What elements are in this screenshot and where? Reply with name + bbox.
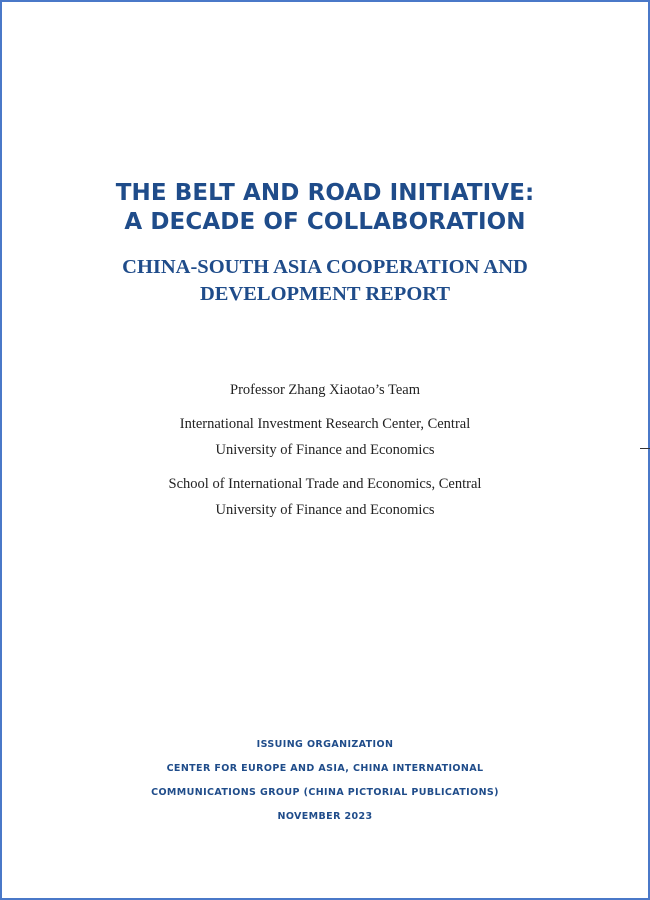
report-title-line-1: THE BELT AND ROAD INITIATIVE:: [115, 180, 535, 206]
author-team: Professor Zhang Xiaotao’s Team: [230, 382, 420, 398]
report-title-line-2: A DECADE OF COLLABORATION: [124, 209, 526, 235]
issuing-organization-label: ISSUING ORGANIZATION: [256, 739, 394, 750]
affiliation-2-line-2: University of Finance and Economics: [215, 502, 435, 518]
issuing-organization-name-line-2: COMMUNICATIONS GROUP (CHINA PICTORIAL PUBLICATIONS): [151, 787, 499, 798]
affiliation-2-line-1: School of International Trade and Economics, Central: [168, 476, 482, 492]
affiliation-1-line-1: International Investment Research Center, Central: [179, 416, 471, 432]
report-subtitle-line-1: CHINA-SOUTH ASIA COOPERATION AND: [122, 256, 528, 278]
issuing-organization-name-line-1: CENTER FOR EUROPE AND ASIA, CHINA INTERNATIONAL: [166, 763, 484, 774]
margin-tick-mark: [640, 448, 650, 449]
affiliation-1-line-2: University of Finance and Economics: [215, 442, 435, 458]
publication-date: NOVEMBER 2023: [277, 811, 373, 822]
report-subtitle-line-2: DEVELOPMENT REPORT: [199, 283, 451, 305]
